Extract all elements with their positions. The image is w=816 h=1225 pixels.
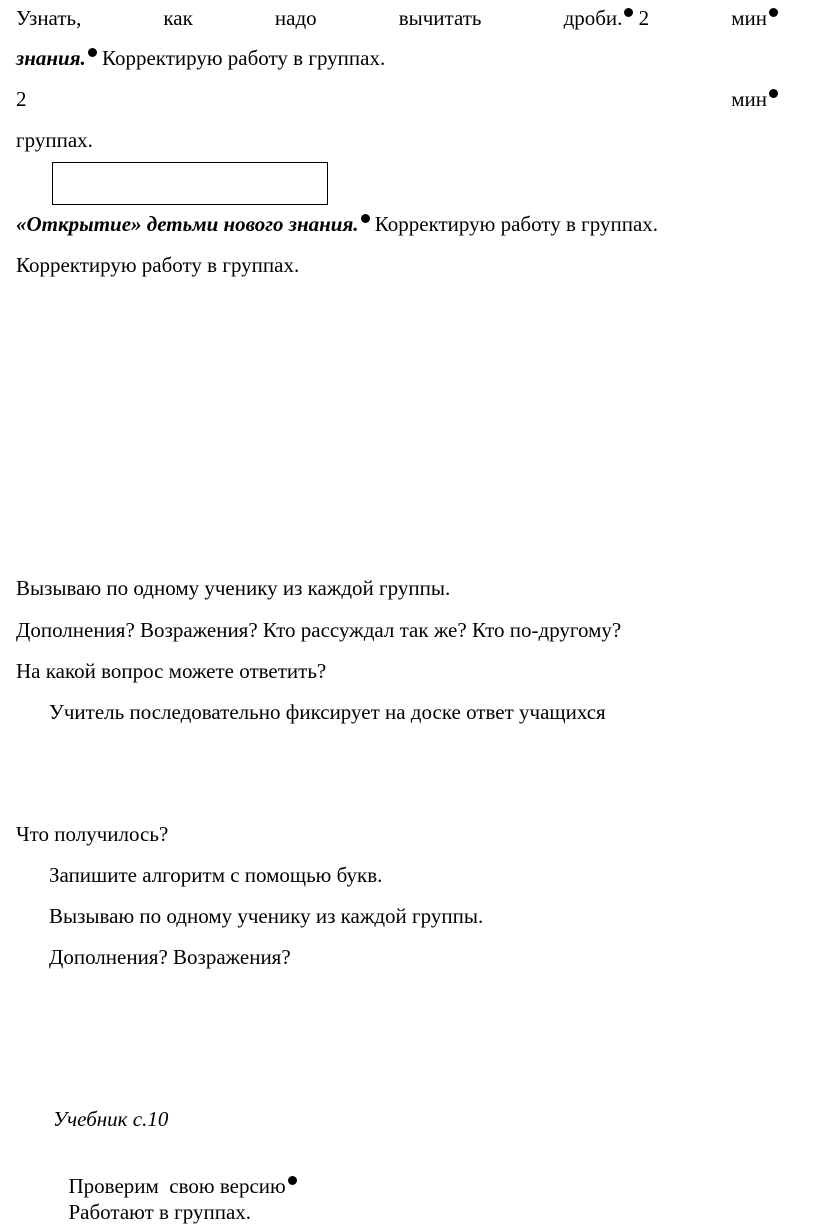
write-algorithm-line: Запишите алгоритм с помощью букв. xyxy=(49,863,383,887)
textbook-reference: Учебник с.10 xyxy=(53,1107,169,1131)
time-unit-group xyxy=(731,5,778,31)
call-student-line: Вызываю по одному ученику из каждой группы. xyxy=(16,576,451,600)
additions-line: Дополнения? Возражения? Кто рассуждал так же? Кто по-другому? xyxy=(16,618,622,642)
bullet-icon xyxy=(769,89,778,98)
word-4: вычитать xyxy=(398,6,482,30)
call-student-line-2: Вызываю по одному ученику из каждой группы. xyxy=(49,904,484,928)
knowledge-line xyxy=(16,45,385,71)
time-row xyxy=(16,86,778,112)
discovery-label: «Открытие» детьми нового знания. xyxy=(16,212,359,236)
discovery-line xyxy=(16,211,658,237)
word-5-with-time xyxy=(564,5,650,31)
time-unit: мин xyxy=(731,6,767,30)
bullet-icon xyxy=(624,8,633,17)
empty-table-cell xyxy=(52,162,328,205)
time-number-2: 2 xyxy=(16,87,27,111)
correct-groups-line: Корректирую работу в группах. xyxy=(16,253,300,277)
word-1: Узнать, xyxy=(16,6,82,30)
bullet-icon xyxy=(361,214,370,223)
objective-row xyxy=(16,5,778,31)
additions-line-2: Дополнения? Возражения? xyxy=(49,945,291,969)
stage-text: Корректирую работу в группах. xyxy=(102,46,386,70)
bullet-icon xyxy=(769,8,778,17)
word-3: надо xyxy=(274,6,317,30)
what-happened-line: Что получилось? xyxy=(16,822,169,846)
check-version-text: Проверим свою версию xyxy=(68,1174,286,1198)
time-unit-2: мин xyxy=(731,87,767,111)
bullet-icon xyxy=(288,1176,297,1185)
discovery-text: Корректирую работу в группах. xyxy=(374,212,659,236)
check-version-line xyxy=(58,1147,297,1225)
groups-word: группах. xyxy=(16,128,93,152)
time-number: 2 xyxy=(638,6,650,30)
time-unit-group-2 xyxy=(731,86,778,112)
teacher-records-line: Учитель последовательно фиксирует на доске ответ учащихся xyxy=(49,700,606,724)
word-2: как xyxy=(163,6,193,30)
question-line: На какой вопрос можете ответить? xyxy=(16,659,327,683)
stage-label: знания. xyxy=(16,46,86,70)
work-groups-text: Работают в группах. xyxy=(68,1200,252,1224)
word-5: дроби. xyxy=(563,6,623,30)
bullet-icon xyxy=(88,48,97,57)
